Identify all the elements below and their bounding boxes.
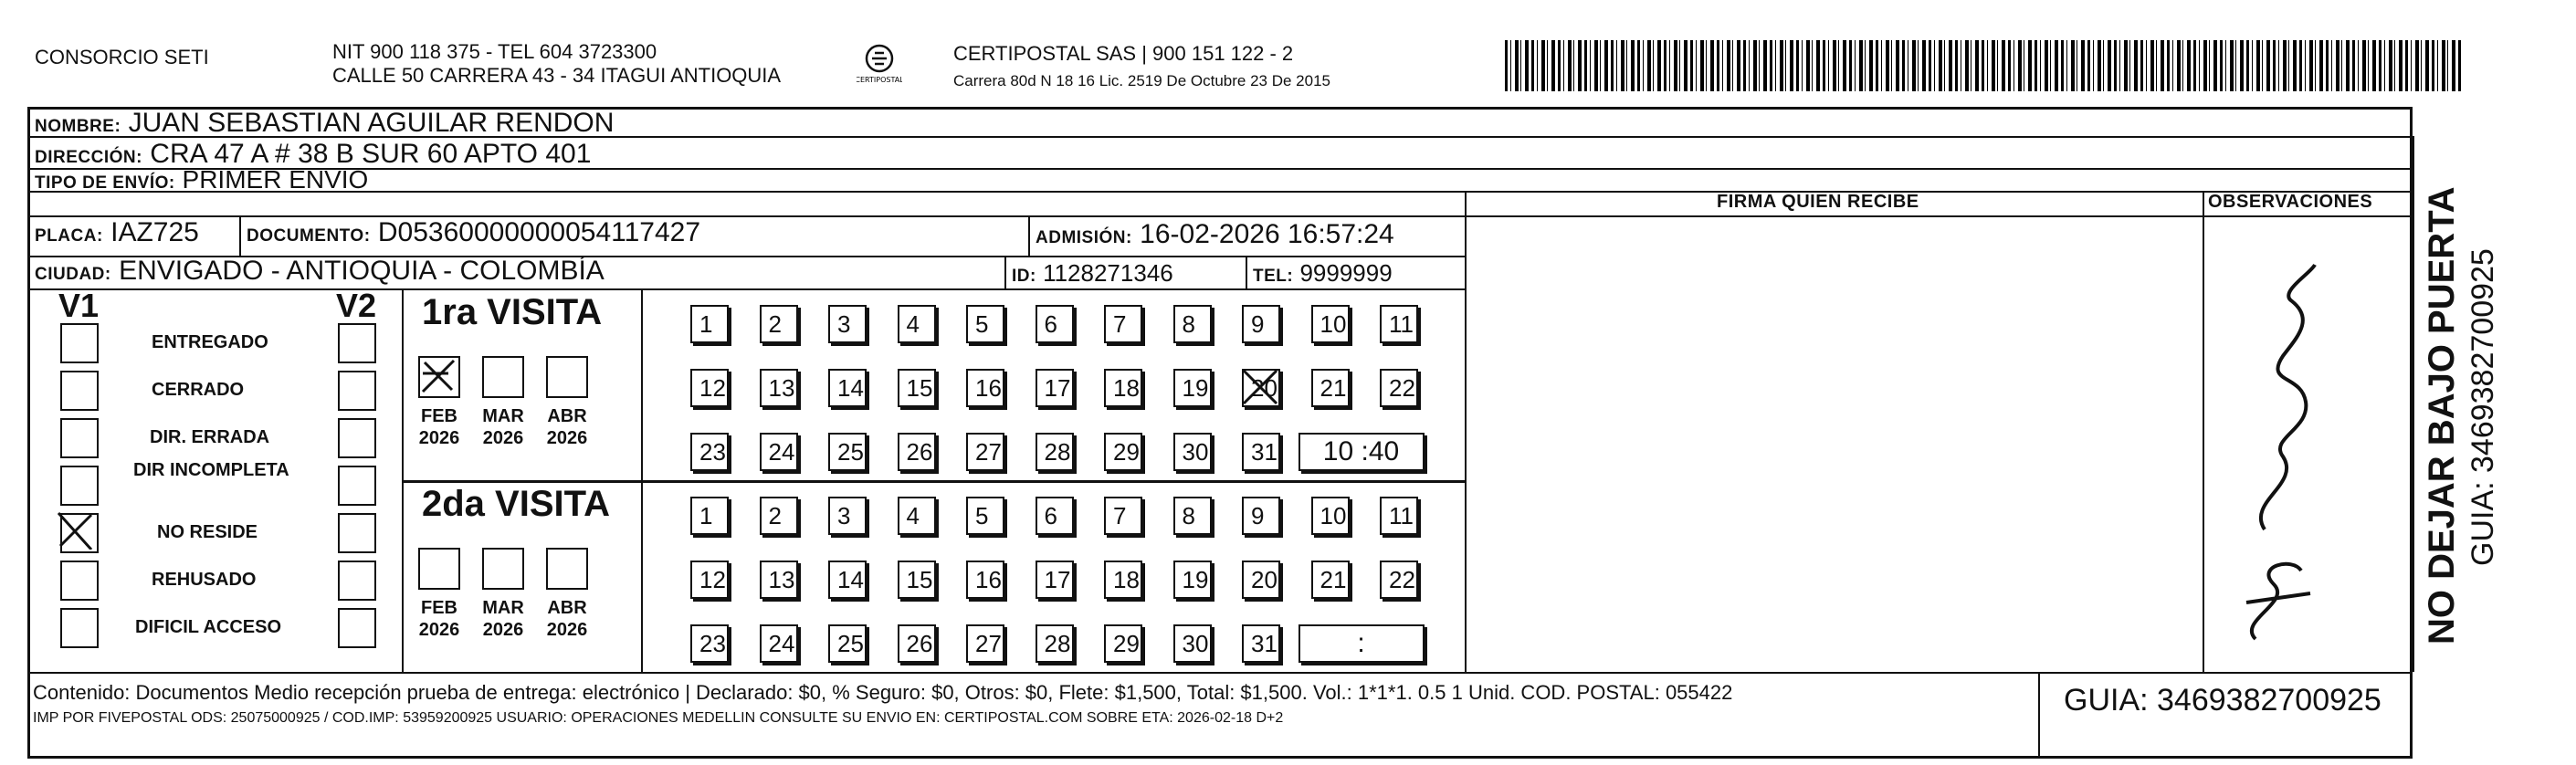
tel-value: 9999999 [1299, 259, 1393, 287]
no-dejar-bajo-puerta: NO DEJAR BAJO PUERTA [2422, 186, 2462, 644]
month-name: MAR [482, 406, 524, 426]
day-checkbox[interactable]: 23 [690, 433, 729, 471]
day-checkbox[interactable]: 3 [828, 305, 867, 343]
day-checkbox[interactable]: 30 [1173, 624, 1212, 663]
day-checkbox[interactable]: 8 [1173, 305, 1212, 343]
day-checkbox[interactable]: 20 [1242, 369, 1280, 407]
firma-header: FIRMA QUIEN RECIBE [1717, 192, 1919, 212]
month-label [473, 405, 533, 449]
month-checkbox[interactable] [482, 548, 524, 590]
day-checkbox[interactable]: 27 [966, 624, 1004, 663]
month-name: FEB [421, 598, 457, 618]
day-checkbox[interactable]: 24 [760, 433, 798, 471]
placa-value: IAZ725 [110, 217, 199, 247]
day-checkbox[interactable]: 1 [690, 305, 729, 343]
day-checkbox[interactable]: 8 [1173, 497, 1212, 535]
day-checkbox[interactable]: 17 [1036, 561, 1074, 599]
day-checkbox[interactable]: 16 [966, 369, 1004, 407]
certipostal-line: CERTIPOSTAL SAS | 900 151 122 - 2 [953, 42, 1294, 65]
day-checkbox[interactable]: 29 [1104, 624, 1142, 663]
v2-checkbox[interactable] [338, 371, 376, 411]
day-checkbox[interactable]: 21 [1311, 561, 1350, 599]
day-checkbox[interactable]: 31 [1242, 433, 1280, 471]
documento-label: DOCUMENTO: [247, 226, 371, 246]
company-name: CONSORCIO SETI [35, 46, 209, 68]
month-label [537, 597, 597, 641]
status-label: DIFICIL ACCESO [135, 617, 282, 637]
month-year: 2026 [546, 620, 588, 640]
day-checkbox[interactable]: 7 [1104, 497, 1142, 535]
month-label [537, 405, 597, 449]
day-checkbox[interactable]: 19 [1173, 369, 1212, 407]
day-checkbox[interactable]: 28 [1036, 624, 1074, 663]
v1-checkbox[interactable] [60, 418, 99, 458]
v2-label: V2 [336, 287, 377, 324]
month-name: MAR [482, 598, 524, 618]
month-checkbox[interactable] [418, 548, 460, 590]
day-checkbox[interactable]: 4 [898, 497, 936, 535]
day-checkbox[interactable]: 27 [966, 433, 1004, 471]
day-checkbox[interactable]: 14 [828, 369, 867, 407]
visit-time[interactable]: 10 :40 [1299, 433, 1425, 471]
id-field [1012, 257, 1173, 292]
day-checkbox[interactable]: 1 [690, 497, 729, 535]
month-year: 2026 [418, 620, 460, 640]
day-checkbox[interactable]: 11 [1380, 497, 1418, 535]
v2-checkbox[interactable] [338, 466, 376, 506]
admision-label: ADMISIÓN: [1036, 228, 1132, 247]
header [0, 0, 2576, 105]
day-checkbox[interactable]: 21 [1311, 369, 1350, 407]
tipo-value: PRIMER ENVIO [182, 165, 369, 194]
day-checkbox[interactable]: 15 [898, 561, 936, 599]
admision-value: 16-02-2026 16:57:24 [1140, 219, 1394, 249]
placa-field [35, 217, 199, 252]
status-label: REHUSADO [152, 570, 257, 590]
v1-checkbox[interactable] [60, 561, 99, 601]
v1-label: V1 [58, 287, 100, 324]
footer-contenido: Contenido: Documentos Medio recepción prueba de entrega: electrónico | Declarado: $0, % Seguro: $0, Otros: $0, Flete: $1,500, Total: $1,500. Vol.: 1*1*1. 0.5 1 Unid. COD. POSTAL: 055422 [33, 681, 1733, 704]
documento-value: D05360000000054117427 [377, 217, 701, 247]
day-checkbox[interactable]: 28 [1036, 433, 1074, 471]
day-checkbox[interactable]: 17 [1036, 369, 1074, 407]
day-checkbox[interactable]: 4 [898, 305, 936, 343]
month-year: 2026 [482, 428, 524, 448]
day-checkbox[interactable]: 30 [1173, 433, 1212, 471]
ciudad-field [35, 256, 605, 290]
v2-checkbox[interactable] [338, 418, 376, 458]
day-checkbox[interactable]: 14 [828, 561, 867, 599]
side-guia: GUIA: 3469382700925 [2466, 248, 2500, 566]
month-label [409, 597, 469, 641]
barcode [1505, 40, 2464, 91]
day-checkbox[interactable]: 26 [898, 433, 936, 471]
month-checkbox[interactable] [482, 356, 524, 398]
day-checkbox[interactable]: 24 [760, 624, 798, 663]
placa-label: PLACA: [35, 226, 103, 246]
month-year: 2026 [418, 428, 460, 448]
day-checkbox[interactable]: 6 [1036, 497, 1074, 535]
nombre-field [35, 108, 614, 142]
day-checkbox[interactable]: 5 [966, 497, 1004, 535]
nombre-value: JUAN SEBASTIAN AGUILAR RENDON [128, 108, 615, 138]
nit-line: NIT 900 118 375 - TEL 604 3723300 [332, 40, 657, 63]
month-year: 2026 [482, 620, 524, 640]
status-label: ENTREGADO [152, 332, 268, 352]
day-checkbox[interactable]: 5 [966, 305, 1004, 343]
day-checkbox[interactable]: 16 [966, 561, 1004, 599]
day-checkbox[interactable]: 31 [1242, 624, 1280, 663]
tipo-field [35, 164, 368, 199]
status-label: DIR INCOMPLETA [133, 460, 289, 480]
address-line: CALLE 50 CARRERA 43 - 34 ITAGUI ANTIOQUIA [332, 64, 782, 87]
day-checkbox[interactable]: 22 [1380, 561, 1418, 599]
documento-field [247, 217, 700, 252]
id-value: 1128271346 [1043, 259, 1173, 287]
ciudad-label: CIUDAD: [35, 265, 111, 284]
day-checkbox[interactable]: 11 [1380, 305, 1418, 343]
month-label [409, 405, 469, 449]
v1-checkbox[interactable] [60, 608, 99, 648]
day-checkbox[interactable]: 19 [1173, 561, 1212, 599]
day-checkbox[interactable]: 29 [1104, 433, 1142, 471]
license-line: Carrera 80d N 18 16 Lic. 2519 De Octubre 23 De 2015 [953, 72, 1330, 89]
v2-checkbox[interactable] [338, 608, 376, 648]
svg-text:CERTIPOSTAL: CERTIPOSTAL [857, 76, 902, 84]
ciudad-value: ENVIGADO - ANTIOQUIA - COLOMBÍA [119, 256, 605, 286]
day-checkbox[interactable]: 22 [1380, 369, 1418, 407]
month-name: ABR [547, 598, 587, 618]
footer-imp: IMP POR FIVEPOSTAL ODS: 25075000925 / COD.IMP: 53959200925 USUARIO: OPERACIONES MEDELLIN CONSULTE SU ENVIO EN: CERTIPOSTAL.COM SOBRE ETA: 2026-02-18 D+2 [33, 710, 1284, 726]
day-checkbox[interactable]: 6 [1036, 305, 1074, 343]
day-checkbox[interactable]: 3 [828, 497, 867, 535]
status-label: DIR. ERRADA [150, 427, 270, 447]
day-checkbox[interactable]: 25 [828, 433, 867, 471]
day-checkbox[interactable]: 12 [690, 561, 729, 599]
day-checkbox[interactable]: 10 [1311, 305, 1350, 343]
status-label: CERRADO [152, 380, 245, 400]
day-checkbox[interactable]: 25 [828, 624, 867, 663]
tipo-label: TIPO DE ENVÍO: [35, 173, 175, 193]
day-checkbox[interactable]: 18 [1104, 561, 1142, 599]
v1-checkbox[interactable] [60, 323, 99, 363]
tel-label: TEL: [1253, 267, 1294, 286]
direccion-label: DIRECCIÓN: [35, 148, 142, 167]
day-checkbox[interactable]: 9 [1242, 305, 1280, 343]
day-checkbox[interactable]: 13 [760, 561, 798, 599]
month-name: FEB [421, 406, 457, 426]
nombre-label: NOMBRE: [35, 117, 121, 136]
certipostal-logo [857, 40, 902, 86]
v1-checkbox[interactable] [60, 513, 99, 553]
visit-time[interactable]: : [1299, 624, 1425, 663]
day-checkbox[interactable]: 2 [760, 497, 798, 535]
tel-field [1253, 257, 1393, 292]
month-checkbox[interactable] [546, 356, 588, 398]
v2-checkbox[interactable] [338, 561, 376, 601]
day-checkbox[interactable]: 18 [1104, 369, 1142, 407]
day-checkbox[interactable]: 12 [690, 369, 729, 407]
day-checkbox[interactable]: 13 [760, 369, 798, 407]
guide-frame [27, 107, 2413, 759]
month-checkbox[interactable] [418, 356, 460, 398]
day-checkbox[interactable]: 20 [1242, 561, 1280, 599]
v2-checkbox[interactable] [338, 323, 376, 363]
month-label [473, 597, 533, 641]
v1-checkbox[interactable] [60, 371, 99, 411]
day-checkbox[interactable]: 23 [690, 624, 729, 663]
direccion-value: CRA 47 A # 38 B SUR 60 APTO 401 [150, 139, 592, 169]
recipient-signature [2228, 256, 2338, 657]
day-mark [1240, 367, 1282, 414]
day-checkbox[interactable]: 9 [1242, 497, 1280, 535]
id-label: ID: [1012, 267, 1036, 286]
observaciones-header: OBSERVACIONES [2208, 192, 2373, 212]
v2-checkbox[interactable] [338, 513, 376, 553]
month-name: ABR [547, 406, 587, 426]
visit-title: 1ra VISITA [422, 292, 603, 332]
visit-title: 2da VISITA [422, 484, 610, 524]
day-checkbox[interactable]: 10 [1311, 497, 1350, 535]
month-year: 2026 [546, 428, 588, 448]
day-checkbox[interactable]: 15 [898, 369, 936, 407]
v1-checkbox[interactable] [60, 466, 99, 506]
day-checkbox[interactable]: 26 [898, 624, 936, 663]
footer-guia: GUIA: 3469382700925 [2064, 683, 2381, 718]
day-checkbox[interactable]: 7 [1104, 305, 1142, 343]
status-label: NO RESIDE [157, 522, 258, 542]
day-checkbox[interactable]: 2 [760, 305, 798, 343]
admision-field [1036, 219, 1394, 254]
month-checkbox[interactable] [546, 548, 588, 590]
